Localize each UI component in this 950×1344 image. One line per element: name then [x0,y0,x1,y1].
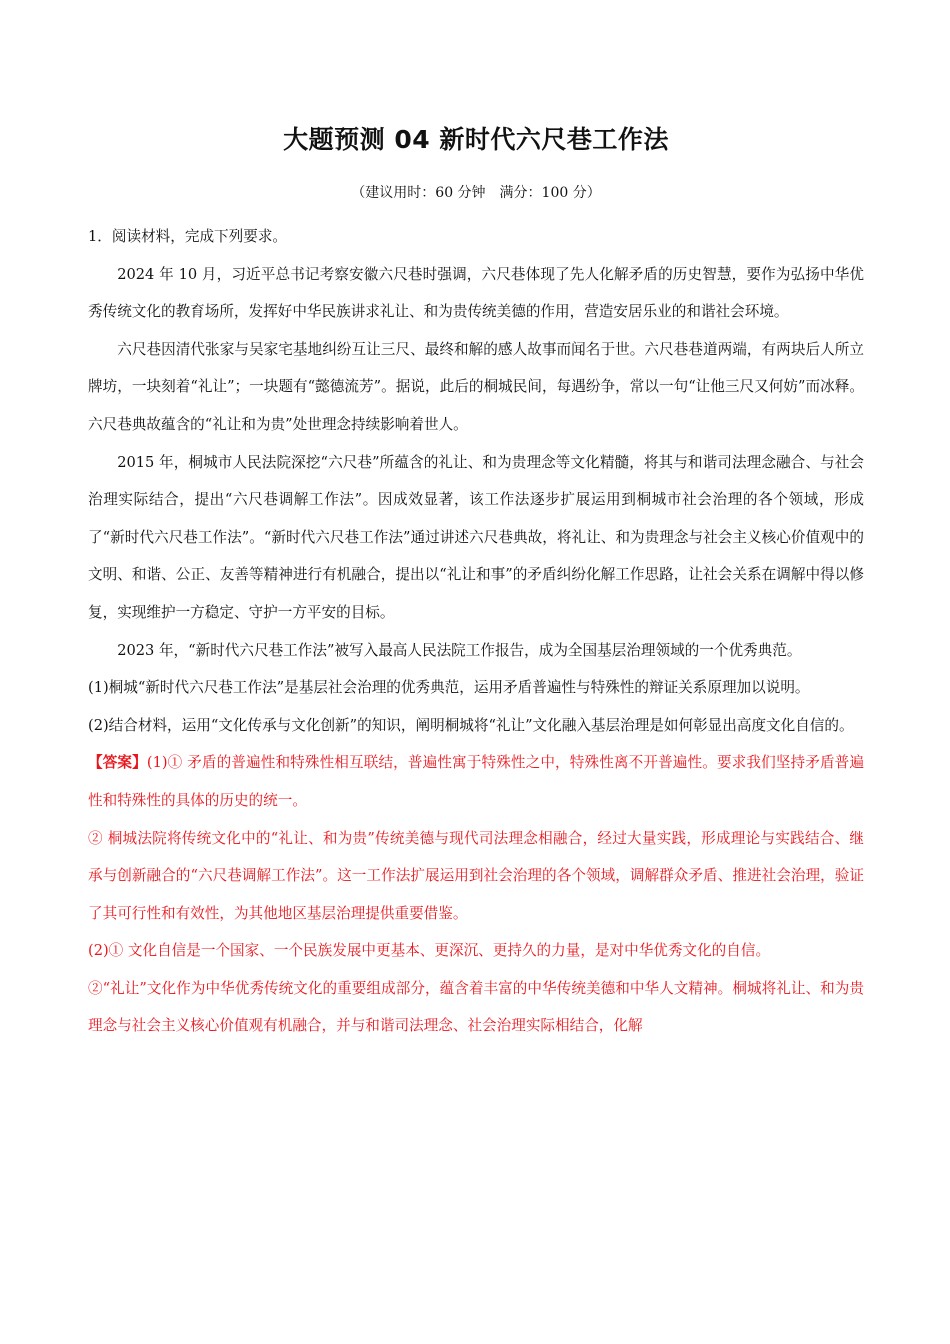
material-paragraph: 2015 年，桐城市人民法院深挖“六尺巷”所蕴含的礼让、和为贵理念等文化精髓，将其与和谐司法理念融合、与社会治理实际结合，提出“六尺巷调解工作法”。因成效显著，该工作法逐步扩展运用到桐城市社会治理的各个领域，形成了“新时代六尺巷工作法”。“新时代六尺巷工作法”通过讲述六尺巷典故，将礼让、和为贵理念与社会主义核心价值观中的文明、和谐、公正、友善等精神进行有机融合，提出以“礼让和事”的矛盾纠纷化解工作思路，让社会关系在调解中得以修复，实现维护一方稳定、守护一方平安的目标。 [88,453,864,621]
sub-question-2: (2)结合材料，运用“文化传承与文化创新”的知识，阐明桐城将“礼让”文化融入基层治理是如何彰显出高度文化自信的。 [88,716,854,734]
answer-1-point-1 [88,744,864,819]
answer-text: (1)① 矛盾的普遍性和特殊性相互联结，普遍性寓于特殊性之中，特殊性离不开普遍性。要求我们坚持矛盾普遍性和特殊性的具体的历史的统一。 [88,754,864,809]
answer-2-point-2: ②“礼让”文化作为中华优秀传统文化的重要组成部分，蕴含着丰富的中华传统美德和中华人文精神。桐城将礼让、和为贵理念与社会主义核心价值观有机融合，并与和谐司法理念、社会治理实际相结合，化解 [88,979,864,1035]
question-stem: 1．阅读材料，完成下列要求。 [88,228,288,245]
document-page [88,118,864,1045]
material-paragraph: 2023 年，“新时代六尺巷工作法”被写入最高人民法院工作报告，成为全国基层治理领域的一个优秀典范。 [117,641,802,659]
sub-question-1: (1)桐城“新时代六尺巷工作法”是基层社会治理的优秀典范，运用矛盾普遍性与特殊性的辩证关系原理加以说明。 [88,679,810,697]
time-score-note: （建议用时：60 分钟 满分：100 分） [351,185,601,201]
material-paragraph: 六尺巷因清代张家与吴家宅基地纠纷互让三尺、最终和解的感人故事而闻名于世。六尺巷巷道两端，有两块后人所立牌坊，一块刻着“礼让”；一块题有“懿德流芳”。据说，此后的桐城民间，每遇纷争，常以一句“让他三尺又何妨”而冰释。六尺巷典故蕴含的“礼让和为贵”处世理念持续影响着世人。 [88,340,864,433]
answer-1-point-2: ② 桐城法院将传统文化中的“礼让、和为贵”传统美德与现代司法理念相融合，经过大量实践，形成理论与实践结合、继承与创新融合的“六尺巷调解工作法”。这一工作法扩展运用到社会治理的各个领域，调解群众矛盾、推进社会治理，验证了其可行性和有效性，为其他地区基层治理提供重要借鉴。 [88,829,864,922]
answer-tag: 【答案】 [88,754,147,772]
page-title: 大题预测 04 新时代六尺巷工作法 [283,125,669,154]
material-paragraph: 2024 年 10 月，习近平总书记考察安徽六尺巷时强调，六尺巷体现了先人化解矛盾的历史智慧，要作为弘扬中华优秀传统文化的教育场所，发挥好中华民族讲求礼让、和为贵传统美德的作用，营造安居乐业的和谐社会环境。 [88,265,864,321]
answer-2-point-1: (2)① 文化自信是一个国家、一个民族发展中更基本、更深沉、更持久的力量，是对中华优秀文化的自信。 [88,942,771,960]
